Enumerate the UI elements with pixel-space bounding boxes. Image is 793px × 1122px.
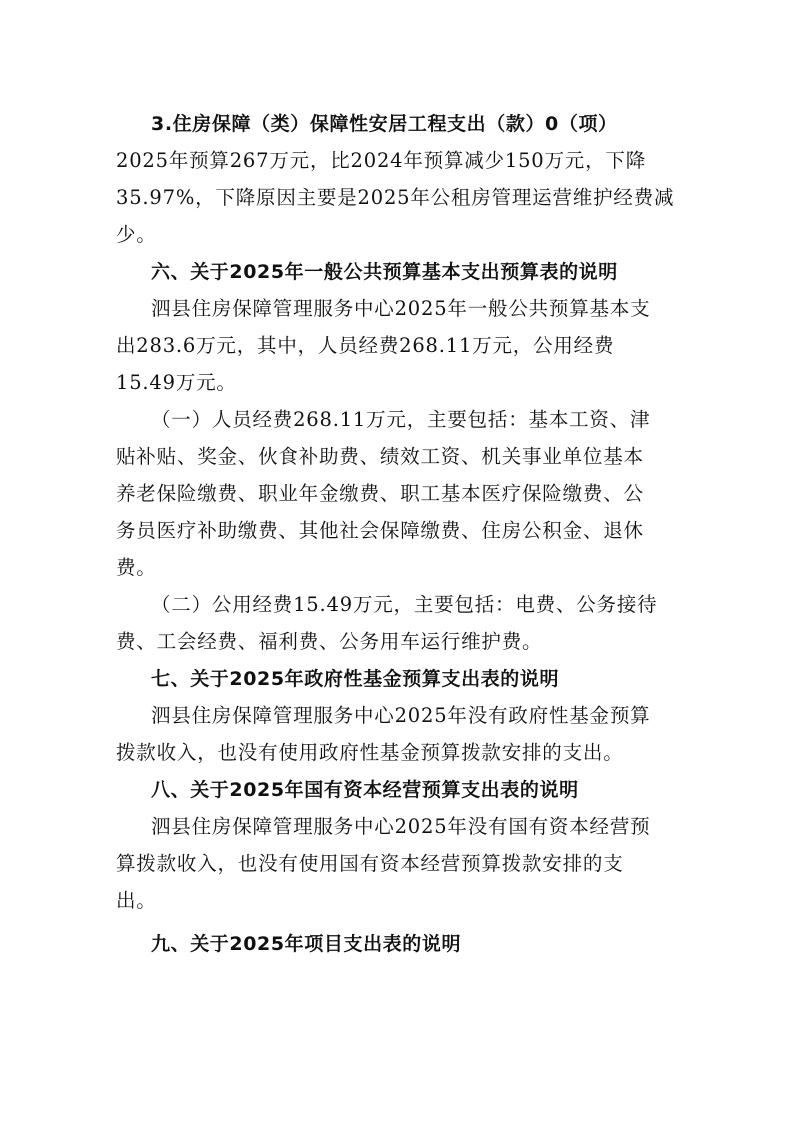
paragraph-line: 15.49万元。 <box>116 371 237 394</box>
subsection-heading-housing-expenditure: 3.住房保障（类）保障性安居工程支出（款）0（项） <box>151 113 618 135</box>
paragraph-line: 出283.6万元，其中，人员经费268.11万元，公用经费 <box>116 334 615 357</box>
paragraph-line: 2025年预算267万元，比2024年预算减少150万元，下降 <box>116 149 646 172</box>
paragraph-line: （一）人员经费268.11万元，主要包括：基本工资、津 <box>151 408 651 431</box>
paragraph-line: 费。 <box>116 556 157 579</box>
paragraph-line: 拨款收入，也没有使用政府性基金预算拨款安排的支出。 <box>116 741 624 764</box>
section-heading-seven: 七、关于2025年政府性基金预算支出表的说明 <box>151 668 560 690</box>
paragraph-line: 35.97%，下降原因主要是2025年公租房管理运营维护经费减 <box>116 186 675 209</box>
paragraph-line: 泗县住房保障管理服务中心2025年没有政府性基金预算 <box>151 704 651 727</box>
section-heading-eight: 八、关于2025年国有资本经营预算支出表的说明 <box>151 779 579 801</box>
paragraph-line: 贴补贴、奖金、伙食补助费、绩效工资、机关事业单位基本 <box>116 445 644 468</box>
paragraph-line: （二）公用经费15.49万元，主要包括：电费、公务接待 <box>151 593 658 616</box>
paragraph-line: 务员医疗补助缴费、其他社会保障缴费、住房公积金、退休 <box>116 519 644 542</box>
paragraph-line: 费、工会经费、福利费、公务用车运行维护费。 <box>116 630 543 653</box>
paragraph-line: 算拨款收入，也没有使用国有资本经营预算拨款安排的支 <box>116 852 624 875</box>
section-heading-six: 六、关于2025年一般公共预算基本支出预算表的说明 <box>151 261 618 283</box>
paragraph-line: 少。 <box>116 223 157 246</box>
section-heading-nine: 九、关于2025年项目支出表的说明 <box>151 933 462 955</box>
paragraph-line: 泗县住房保障管理服务中心2025年一般公共预算基本支 <box>151 297 651 320</box>
paragraph-line: 出。 <box>116 889 157 912</box>
paragraph-line: 养老保险缴费、职业年金缴费、职工基本医疗保险缴费、公 <box>116 482 644 505</box>
paragraph-line: 泗县住房保障管理服务中心2025年没有国有资本经营预 <box>151 815 651 838</box>
